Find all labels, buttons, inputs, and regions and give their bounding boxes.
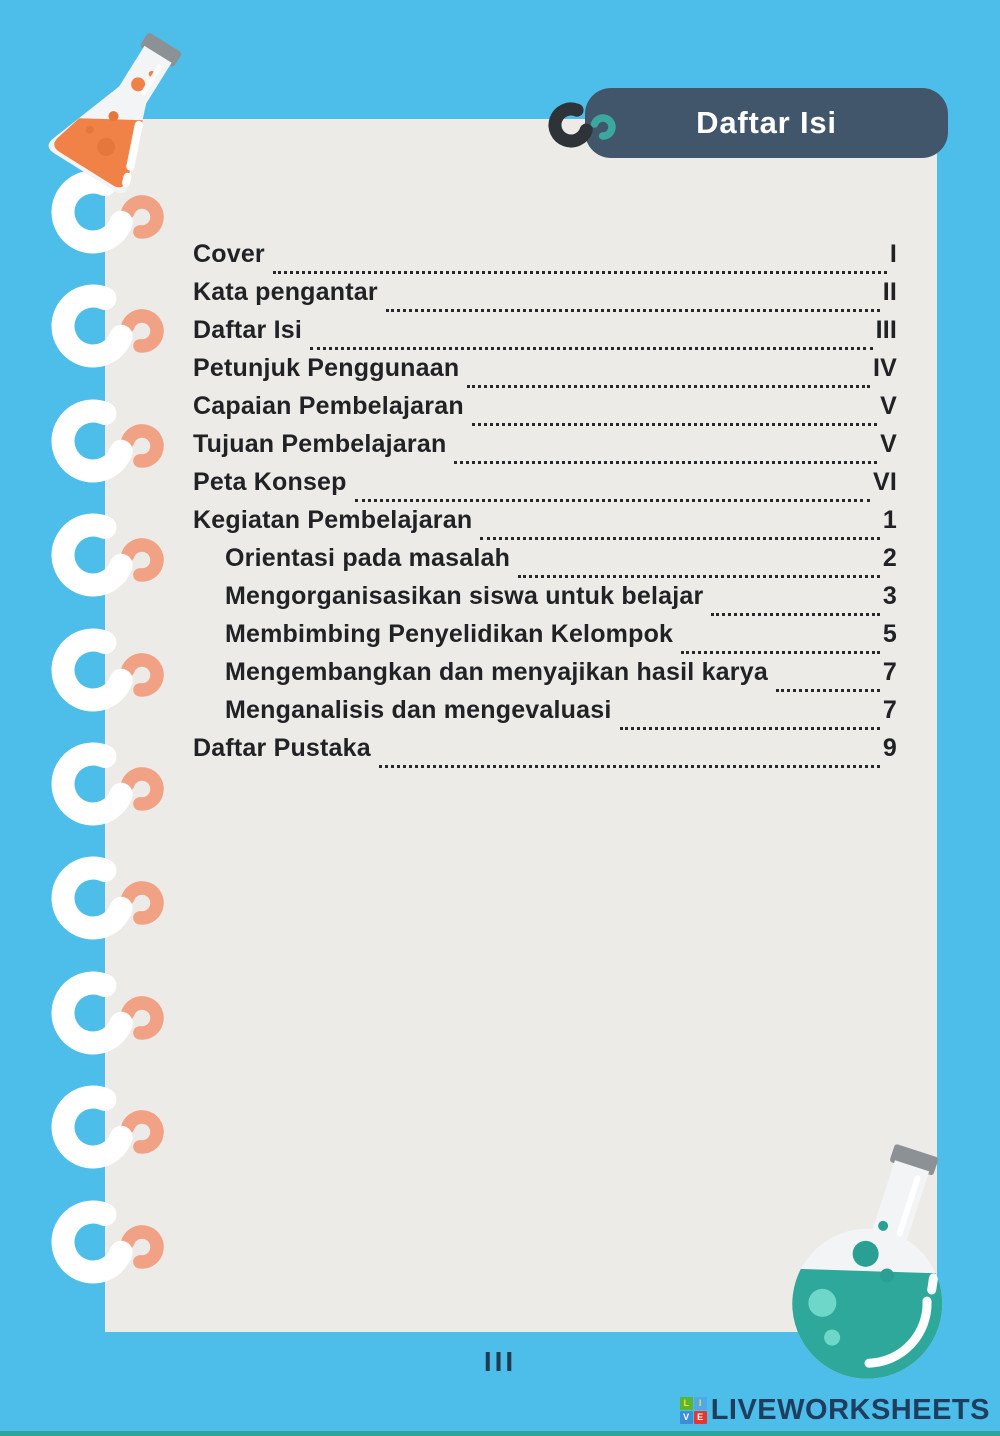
toc-entry [193, 314, 897, 352]
toc-dotted-leader [620, 727, 880, 730]
erlenmeyer-flask-icon [42, 22, 242, 222]
toc-entry [193, 390, 897, 428]
toc-dotted-leader [386, 309, 880, 312]
toc-dotted-leader [681, 651, 880, 654]
toc-entry-page: 7 [882, 658, 897, 686]
toc-dotted-leader [480, 537, 880, 540]
toc-entry-label: Kegiatan Pembelajaran [193, 506, 473, 534]
toc-entry-page: 2 [882, 544, 897, 572]
toc-dotted-leader [310, 347, 873, 350]
toc-entry [193, 732, 897, 770]
binder-ring-icon [30, 508, 180, 608]
binder-ring-icon [30, 1195, 180, 1295]
ring-white-link [55, 1203, 132, 1280]
toc-entry [193, 352, 897, 390]
toc-entry-page: I [889, 240, 897, 268]
page-number: III [483, 1346, 517, 1377]
toc-dotted-leader [518, 575, 880, 578]
toc-entry-page: 5 [882, 620, 897, 648]
binder-ring-icon [30, 1080, 180, 1180]
toc-entry [193, 618, 897, 656]
toc-dotted-leader [273, 271, 887, 274]
toc-entry [193, 694, 897, 732]
toc-entry-label: Kata pengantar [193, 278, 378, 306]
toc-entry [193, 504, 897, 542]
ring-white-link [55, 402, 132, 479]
toc-entry [193, 656, 897, 694]
toc-entry [193, 580, 897, 618]
toc-entry-label: Menganalisis dan mengevaluasi [225, 696, 612, 724]
toc-entry-page: IV [872, 354, 897, 382]
logo-grid-cell: L [680, 1397, 693, 1410]
toc-entry-page: II [882, 278, 897, 306]
toc-entry-page: VI [872, 468, 897, 496]
logo-grid-cell: E [694, 1411, 707, 1424]
binder-ring-icon [30, 966, 180, 1066]
binder-ring-icon [30, 279, 180, 379]
toc-entry-label: Tujuan Pembelajaran [193, 430, 447, 458]
toc-dotted-leader [472, 423, 877, 426]
toc-list [193, 238, 897, 770]
bottom-edge-strip [0, 1431, 1000, 1436]
binder-ring-icon [30, 737, 180, 837]
toc-entry-label: Petunjuk Penggunaan [193, 354, 460, 382]
toc-entry-page: 3 [882, 582, 897, 610]
liveworksheets-logo [680, 1394, 990, 1427]
flask-highlight [124, 177, 129, 183]
toc-dotted-leader [355, 499, 870, 502]
toc-entry-label: Capaian Pembelajaran [193, 392, 464, 420]
toc-entry-page: V [880, 392, 897, 420]
binder-ring-icon [30, 394, 180, 494]
toc-dotted-leader [467, 385, 870, 388]
flask-highlight [930, 1278, 936, 1290]
toc-entry-page: III [875, 316, 897, 344]
toc-entry [193, 276, 897, 314]
toc-entry-label: Daftar Isi [193, 316, 302, 344]
liveworksheets-grid-icon [680, 1397, 707, 1424]
toc-entry-label: Cover [193, 240, 265, 268]
ring-white-link [55, 746, 132, 823]
page-title: Daftar Isi [696, 105, 837, 140]
toc-dotted-leader [776, 689, 880, 692]
logo-text: LIVEWORKSHEETS [710, 1394, 990, 1426]
ring-white-link [55, 631, 132, 708]
toc-dotted-leader [711, 613, 880, 616]
toc-entry-label: Mengorganisasikan siswa untuk belajar [225, 582, 704, 610]
toc-dotted-leader [454, 461, 877, 464]
logo-grid-cell: V [680, 1411, 693, 1424]
toc-entry-page: 1 [882, 506, 897, 534]
toc-entry-label: Orientasi pada masalah [225, 544, 511, 572]
toc-entry [193, 238, 897, 276]
page-header [585, 88, 948, 158]
chain-link-icon [535, 92, 635, 167]
chain-large-link [550, 104, 591, 145]
ring-white-link [55, 860, 132, 937]
toc-entry [193, 428, 897, 466]
toc-entry-page: 7 [882, 696, 897, 724]
toc-entry-label: Mengembangkan dan menyajikan hasil karya [225, 658, 768, 686]
toc-entry-label: Daftar Pustaka [193, 734, 371, 762]
toc-entry-page: V [880, 430, 897, 458]
toc-entry-label: Peta Konsep [193, 468, 347, 496]
binder-ring-icon [30, 851, 180, 951]
logo-grid-cell: I [694, 1397, 707, 1410]
toc-entry-page: 9 [882, 734, 897, 762]
binder-ring-icon [30, 623, 180, 723]
ring-white-link [55, 288, 132, 365]
toc-dotted-leader [379, 765, 880, 768]
toc-entry [193, 542, 897, 580]
ring-white-link [55, 517, 132, 594]
toc-entry-label: Membimbing Penyelidikan Kelompok [225, 620, 674, 648]
ring-white-link [55, 974, 132, 1051]
ring-white-link [55, 1089, 132, 1166]
toc-entry [193, 466, 897, 504]
chain-small-link [591, 115, 614, 138]
